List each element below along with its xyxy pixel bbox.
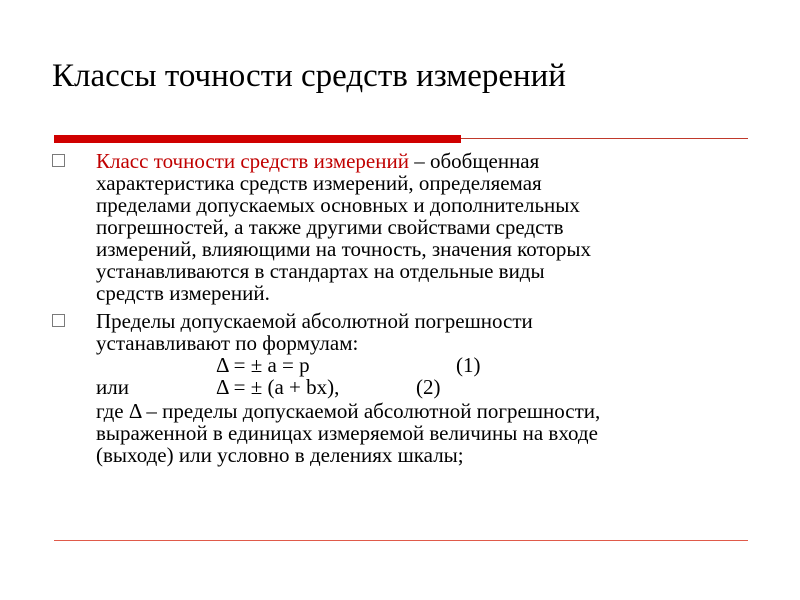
formula-number: (1) bbox=[456, 353, 481, 377]
formula-number: (2) bbox=[416, 375, 441, 399]
item1-line: устанавливаются в стандартах на отдельные виды bbox=[96, 259, 545, 283]
slide-content bbox=[52, 150, 752, 472]
item1-line: погрешностей, а также другими свойствами средств bbox=[96, 215, 564, 239]
list-item bbox=[52, 150, 752, 304]
title-underline-thick bbox=[54, 135, 461, 143]
item1-line: измерений, влияющими на точность, значения которых bbox=[96, 237, 591, 261]
formula-lead: или bbox=[96, 375, 129, 399]
item1-line: средств измерений. bbox=[96, 281, 270, 305]
term-highlight: Класс точности средств измерений bbox=[96, 149, 409, 173]
item1-line-first bbox=[96, 150, 752, 172]
item1-rest: – обобщенная bbox=[408, 149, 540, 173]
footer-divider bbox=[54, 540, 748, 541]
item1-line: пределами допускаемых основных и дополнительных bbox=[96, 193, 580, 217]
formula-expression: Δ = ± a = p bbox=[216, 353, 310, 377]
where-block bbox=[96, 400, 752, 466]
item1-line: характеристика средств измерений, определяемая bbox=[96, 171, 542, 195]
list-item bbox=[52, 310, 752, 466]
item2-line: Пределы допускаемой абсолютной погрешности bbox=[96, 309, 533, 333]
formula-1 bbox=[96, 354, 752, 376]
where-line: выраженной в единицах измеряемой величины на входе bbox=[96, 421, 598, 445]
formula-expression: Δ = ± (a + bx), bbox=[216, 375, 340, 399]
where-line: (выходе) или условно в делениях шкалы; bbox=[96, 443, 464, 467]
formula-lead bbox=[96, 354, 216, 376]
formula-2 bbox=[96, 376, 752, 398]
title-underline bbox=[54, 135, 748, 144]
slide-title: Классы точности средств измерений bbox=[52, 58, 566, 94]
item2-line: устанавливают по формулам: bbox=[96, 331, 359, 355]
square-bullet-icon bbox=[52, 154, 65, 167]
where-line: где Δ – пределы допускаемой абсолютной погрешности, bbox=[96, 399, 601, 423]
square-bullet-icon bbox=[52, 314, 65, 327]
